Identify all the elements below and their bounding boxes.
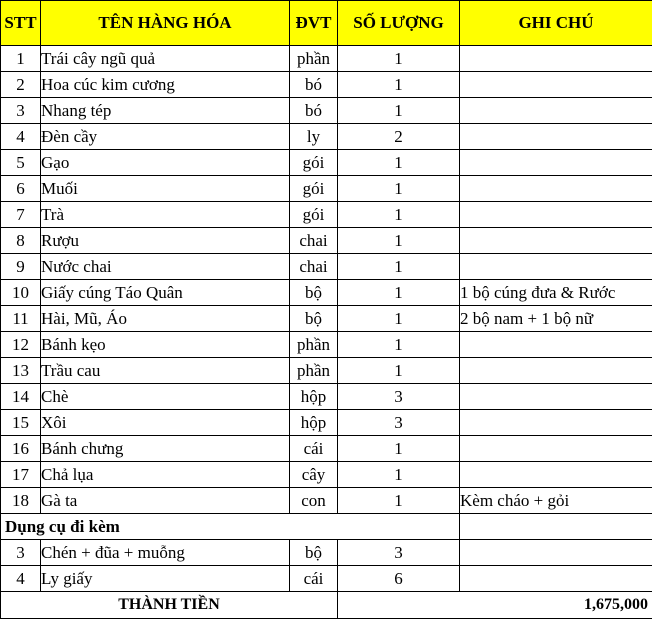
- cell-name[interactable]: Trầu cau: [41, 358, 290, 384]
- table-row: [1, 176, 652, 202]
- cell-unit[interactable]: phần: [290, 46, 338, 72]
- header-stt[interactable]: STT: [1, 1, 41, 46]
- cell-qty[interactable]: 1: [338, 202, 460, 228]
- cell-stt[interactable]: 2: [1, 72, 41, 98]
- cell-name[interactable]: Gạo: [41, 150, 290, 176]
- cell-qty[interactable]: 3: [338, 410, 460, 436]
- table-row: [1, 306, 652, 332]
- cell-unit[interactable]: chai: [290, 254, 338, 280]
- table-row: [1, 358, 652, 384]
- table-row: [1, 98, 652, 124]
- cell-qty[interactable]: 1: [338, 306, 460, 332]
- section-body: [1, 514, 652, 540]
- cell-name[interactable]: Gà ta: [41, 488, 290, 514]
- table-row: [1, 280, 652, 306]
- total-row: [1, 592, 652, 619]
- cell-note[interactable]: [460, 98, 652, 124]
- cell-note[interactable]: [460, 332, 652, 358]
- cell-qty[interactable]: 1: [338, 436, 460, 462]
- cell-unit[interactable]: gói: [290, 202, 338, 228]
- cell-qty[interactable]: 1: [338, 332, 460, 358]
- cell-qty[interactable]: 3: [338, 540, 460, 566]
- cell-name[interactable]: Giấy cúng Táo Quân: [41, 280, 290, 306]
- cell-unit[interactable]: gói: [290, 176, 338, 202]
- cell-name[interactable]: Nhang tép: [41, 98, 290, 124]
- cell-note[interactable]: [460, 228, 652, 254]
- header-qty[interactable]: SỐ LƯỢNG: [338, 1, 460, 46]
- section-label[interactable]: Dụng cụ đi kèm: [1, 514, 460, 540]
- cell-unit[interactable]: gói: [290, 150, 338, 176]
- cell-note[interactable]: Kèm cháo + gỏi: [460, 488, 652, 514]
- cell-stt[interactable]: 14: [1, 384, 41, 410]
- cell-stt[interactable]: 17: [1, 462, 41, 488]
- cell-name[interactable]: Chén + đũa + muỗng: [41, 540, 290, 566]
- cell-note[interactable]: 2 bộ nam + 1 bộ nữ: [460, 306, 652, 332]
- cell-name[interactable]: Trà: [41, 202, 290, 228]
- cell-qty[interactable]: 1: [338, 150, 460, 176]
- cell-unit[interactable]: bộ: [290, 280, 338, 306]
- cell-qty[interactable]: 1: [338, 280, 460, 306]
- cell-name[interactable]: Trái cây ngũ quả: [41, 46, 290, 72]
- cell-qty[interactable]: 1: [338, 72, 460, 98]
- cell-unit[interactable]: cây: [290, 462, 338, 488]
- cell-stt[interactable]: 18: [1, 488, 41, 514]
- table-row: [1, 384, 652, 410]
- cell-note[interactable]: [460, 566, 652, 592]
- cell-name[interactable]: Bánh chưng: [41, 436, 290, 462]
- cell-stt[interactable]: 1: [1, 46, 41, 72]
- table-row: [1, 254, 652, 280]
- cell-name[interactable]: Muối: [41, 176, 290, 202]
- header-name[interactable]: TÊN HÀNG HÓA: [41, 1, 290, 46]
- cell-stt[interactable]: 16: [1, 436, 41, 462]
- cell-unit[interactable]: cái: [290, 566, 338, 592]
- cell-name[interactable]: Rượu: [41, 228, 290, 254]
- cell-qty[interactable]: 1: [338, 462, 460, 488]
- cell-unit[interactable]: con: [290, 488, 338, 514]
- cell-note[interactable]: [460, 384, 652, 410]
- section-row: [1, 514, 652, 540]
- cell-qty[interactable]: 1: [338, 98, 460, 124]
- table-row: [1, 150, 652, 176]
- cell-name[interactable]: Bánh kẹo: [41, 332, 290, 358]
- cell-qty[interactable]: 1: [338, 46, 460, 72]
- cell-stt[interactable]: 3: [1, 98, 41, 124]
- cell-stt[interactable]: 3: [1, 540, 41, 566]
- table-row: [1, 228, 652, 254]
- cell-note[interactable]: [460, 46, 652, 72]
- cell-name[interactable]: Đèn cầy: [41, 124, 290, 150]
- cell-qty[interactable]: 3: [338, 384, 460, 410]
- cell-note[interactable]: [460, 176, 652, 202]
- table-row: [1, 332, 652, 358]
- cell-note[interactable]: 1 bộ cúng đưa & Rước: [460, 280, 652, 306]
- cell-unit[interactable]: bộ: [290, 540, 338, 566]
- cell-unit[interactable]: cái: [290, 436, 338, 462]
- cell-unit[interactable]: chai: [290, 228, 338, 254]
- table-row: [1, 436, 652, 462]
- header-unit[interactable]: ĐVT: [290, 1, 338, 46]
- cell-note[interactable]: [460, 358, 652, 384]
- total-label[interactable]: THÀNH TIỀN: [1, 592, 338, 619]
- cell-unit[interactable]: ly: [290, 124, 338, 150]
- cell-name[interactable]: Hoa cúc kim cương: [41, 72, 290, 98]
- table-row: [1, 202, 652, 228]
- cell-stt[interactable]: 10: [1, 280, 41, 306]
- table-body: [1, 46, 652, 514]
- cell-stt[interactable]: 8: [1, 228, 41, 254]
- cell-unit[interactable]: hộp: [290, 384, 338, 410]
- cell-stt[interactable]: 4: [1, 124, 41, 150]
- cell-stt[interactable]: 13: [1, 358, 41, 384]
- cell-unit[interactable]: phần: [290, 332, 338, 358]
- cell-name[interactable]: Ly giấy: [41, 566, 290, 592]
- cell-name[interactable]: Chả lụa: [41, 462, 290, 488]
- cell-qty[interactable]: 6: [338, 566, 460, 592]
- total-value[interactable]: 1,675,000: [338, 592, 652, 619]
- cell-name[interactable]: Hài, Mũ, Áo: [41, 306, 290, 332]
- cell-note[interactable]: [460, 72, 652, 98]
- cell-note[interactable]: [460, 410, 652, 436]
- cell-unit[interactable]: hộp: [290, 410, 338, 436]
- table-row: [1, 462, 652, 488]
- section-items-body: [1, 540, 652, 592]
- cell-name[interactable]: Xôi: [41, 410, 290, 436]
- cell-stt[interactable]: 11: [1, 306, 41, 332]
- header-row: [1, 1, 652, 46]
- table-row: [1, 488, 652, 514]
- cell-stt[interactable]: 7: [1, 202, 41, 228]
- cell-note[interactable]: [460, 254, 652, 280]
- cell-qty[interactable]: 1: [338, 254, 460, 280]
- cell-note[interactable]: [460, 150, 652, 176]
- cell-note[interactable]: [460, 462, 652, 488]
- cell-note[interactable]: [460, 436, 652, 462]
- section-note-cell[interactable]: [460, 514, 652, 540]
- cell-stt[interactable]: 9: [1, 254, 41, 280]
- cell-stt[interactable]: 12: [1, 332, 41, 358]
- table-row: [1, 72, 652, 98]
- cell-stt[interactable]: 6: [1, 176, 41, 202]
- cell-note[interactable]: [460, 124, 652, 150]
- cell-name[interactable]: Chè: [41, 384, 290, 410]
- cell-stt[interactable]: 5: [1, 150, 41, 176]
- cell-stt[interactable]: 15: [1, 410, 41, 436]
- cell-qty[interactable]: 1: [338, 176, 460, 202]
- cell-qty[interactable]: 1: [338, 358, 460, 384]
- cell-note[interactable]: [460, 540, 652, 566]
- cell-unit[interactable]: bó: [290, 72, 338, 98]
- header-note[interactable]: GHI CHÚ: [460, 1, 652, 46]
- cell-unit[interactable]: bộ: [290, 306, 338, 332]
- cell-stt[interactable]: 4: [1, 566, 41, 592]
- table-row: [1, 566, 652, 592]
- table-row: [1, 124, 652, 150]
- table-row: [1, 540, 652, 566]
- cell-qty[interactable]: 2: [338, 124, 460, 150]
- cell-qty[interactable]: 1: [338, 488, 460, 514]
- table-row: [1, 46, 652, 72]
- table-row: [1, 410, 652, 436]
- cell-name[interactable]: Nước chai: [41, 254, 290, 280]
- cell-qty[interactable]: 1: [338, 228, 460, 254]
- cell-unit[interactable]: bó: [290, 98, 338, 124]
- cell-note[interactable]: [460, 202, 652, 228]
- cell-unit[interactable]: phần: [290, 358, 338, 384]
